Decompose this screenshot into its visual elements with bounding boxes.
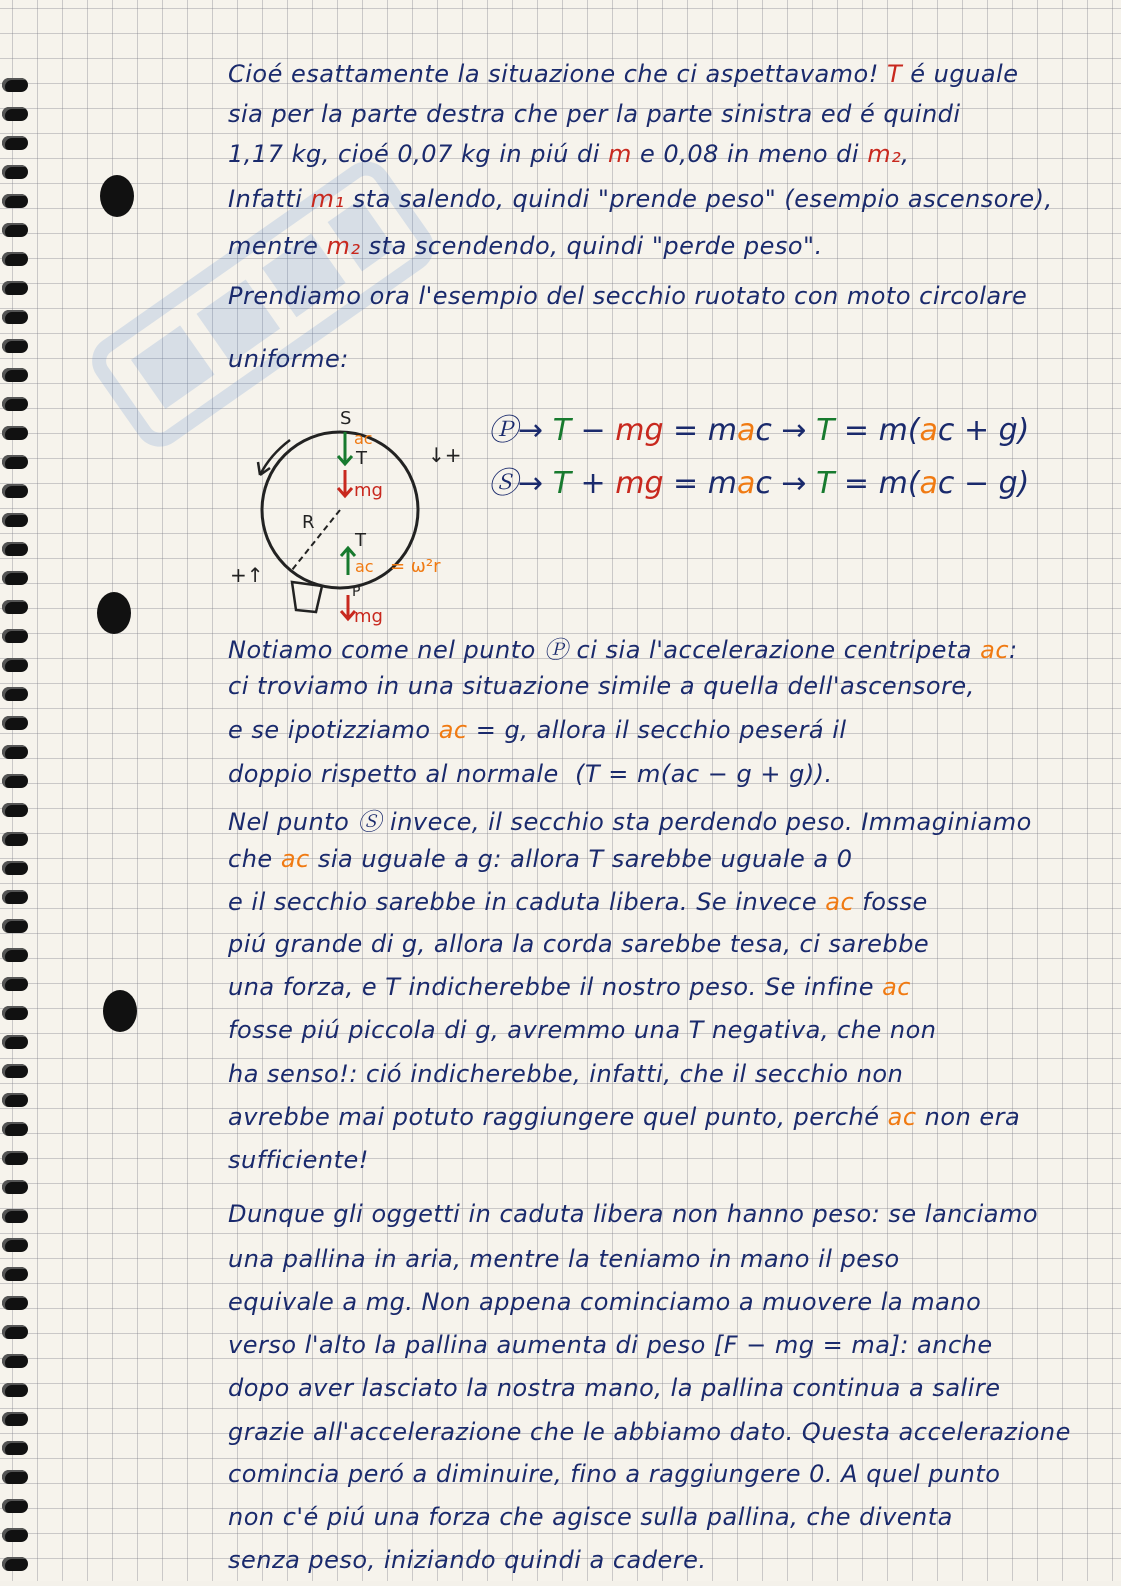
spiral-coil [2, 281, 28, 295]
label-mg-bottom: mg [354, 606, 383, 627]
text-segment: m [608, 140, 632, 168]
intro-line [228, 60, 1098, 100]
text-segment: e 0,08 in meno di [631, 140, 868, 168]
text-segment: é uguale [902, 60, 1019, 88]
text-segment: verso l'alto la pallina aumenta di peso [F − mg = ma]: anche [228, 1331, 993, 1359]
text-segment: e il secchio sarebbe in caduta libera. Se invece [228, 888, 826, 916]
equation [488, 405, 1029, 449]
spiral-coil [2, 919, 28, 933]
text-segment: ac [825, 888, 855, 916]
spiral-coil [2, 252, 28, 266]
conclusion-line [228, 1288, 1098, 1328]
text-segment: comincia peró a diminuire, fino a raggiungere 0. A quel punto [228, 1460, 1001, 1488]
spiral-coil [2, 1209, 28, 1223]
label-t-top: T [356, 448, 367, 469]
text-segment: ac [882, 973, 911, 1001]
spiral-coil [2, 1006, 28, 1020]
analysis-line [228, 672, 1098, 712]
text-segment: m₂ [867, 140, 902, 168]
intro-line [228, 140, 1098, 180]
spiral-coil [2, 977, 28, 991]
spiral-coil [2, 513, 28, 527]
spiral-coil [2, 1296, 28, 1310]
spiral-coil [2, 1412, 28, 1426]
spiral-coil [2, 745, 28, 759]
spiral-coil [2, 1325, 28, 1339]
equation-segment: → [771, 413, 817, 448]
text-segment: sia per la parte destra che per la parte sinistra ed é quindi [228, 100, 961, 128]
text-segment: avrebbe mai potuto raggiungere quel punto, perché [228, 1103, 888, 1131]
equation-segment: + [571, 466, 616, 501]
text-segment: ac [438, 716, 468, 744]
analysis-line [228, 888, 1098, 928]
spiral-coil [2, 78, 28, 92]
text-segment: doppio rispetto al normale (T = m(ac − g + g)). [228, 760, 833, 788]
analysis-line [228, 1016, 1098, 1056]
analysis-line [228, 845, 1098, 885]
text-segment: sta scendendo, quindi "perde peso". [360, 232, 823, 260]
text-segment: ci troviamo in una situazione simile a quella dell'ascensore, [228, 672, 975, 700]
equation-segment: a [919, 466, 938, 501]
text-segment: senza peso, iniziando quindi a cadere. [228, 1546, 707, 1574]
equation-segment: T [552, 413, 572, 448]
analysis-line [228, 630, 1098, 670]
conclusion-line [228, 1418, 1098, 1458]
text-segment: T [886, 60, 903, 88]
spiral-coil [2, 136, 28, 150]
analysis-line [228, 1146, 1098, 1186]
spiral-coil [2, 1064, 28, 1078]
spiral-coil [2, 1499, 28, 1513]
equation-segment: mg [615, 413, 664, 448]
spiral-coil [2, 1557, 28, 1571]
spiral-coil [2, 223, 28, 237]
text-segment: sufficiente! [228, 1146, 369, 1174]
spiral-coil [2, 600, 28, 614]
analysis-line [228, 930, 1098, 970]
spiral-coil [2, 455, 28, 469]
punch-hole-top [100, 175, 134, 217]
text-segment: equivale a mg. Non appena cominciamo a muovere la mano [228, 1288, 982, 1316]
equation-segment: a [736, 413, 756, 448]
equation-segment: mg [615, 466, 664, 501]
intro-line [228, 345, 1098, 385]
text-segment: sta salendo, quindi "prende peso" (esempio ascensore), [344, 185, 1053, 213]
spiral-coil [2, 1151, 28, 1165]
intro-line [228, 232, 1098, 272]
spiral-coil [2, 1528, 28, 1542]
label-plus-down: ↓+ [428, 443, 462, 467]
spiral-coil [2, 1441, 28, 1455]
spiral-coil [2, 484, 28, 498]
text-segment: fosse piú piccola di g, avremmo una T negativa, che non [228, 1016, 937, 1044]
spiral-coil [2, 1354, 28, 1368]
rotation-arrow [260, 440, 290, 475]
conclusion-line [228, 1374, 1098, 1414]
spiral-coil [2, 571, 28, 585]
analysis-line [228, 1060, 1098, 1100]
spiral-coil [2, 803, 28, 817]
text-segment: non era [916, 1103, 1021, 1131]
text-segment: ac [980, 636, 1010, 664]
intro-line [228, 100, 1098, 140]
label-ac-bottom: ac [355, 557, 374, 576]
spiral-coil [2, 107, 28, 121]
label-t-bottom: T [355, 530, 366, 551]
spiral-coil [2, 1093, 28, 1107]
equation-segment: c [755, 413, 772, 448]
spiral-coil [2, 687, 28, 701]
spiral-coil [2, 368, 28, 382]
label-ac-top: ac [354, 429, 373, 448]
spiral-coil [2, 832, 28, 846]
text-segment: non c'é piú una forza che agisce sulla pallina, che diventa [228, 1503, 953, 1531]
bucket-icon [292, 582, 322, 612]
equation-segment: = m( [834, 413, 920, 448]
spiral-coil [2, 1383, 28, 1397]
spiral-coil [2, 397, 28, 411]
punch-hole-lower [103, 990, 137, 1032]
punch-hole-middle [97, 592, 131, 634]
text-segment: Notiamo come nel punto Ⓟ ci sia l'accelerazione centripeta [228, 636, 981, 664]
conclusion-line [228, 1331, 1098, 1371]
equation-segment: T [816, 466, 835, 501]
equation [488, 458, 1029, 502]
analysis-line [228, 973, 1098, 1013]
label-plus-up: +↑ [230, 563, 264, 587]
text-segment: dopo aver lasciato la nostra mano, la pallina continua a salire [228, 1374, 1001, 1402]
conclusion-line [228, 1503, 1098, 1543]
spiral-coil [2, 629, 28, 643]
spiral-coil [2, 1238, 28, 1252]
spiral-coil [2, 310, 28, 324]
intro-line [228, 282, 1098, 322]
text-segment: grazie all'accelerazione che le abbiamo dato. Questa accelerazione [228, 1418, 1071, 1446]
equation-segment: a [736, 466, 756, 501]
label-omega: = ω²r [390, 556, 441, 577]
text-segment: Nel punto Ⓢ invece, il secchio sta perdendo peso. Immaginiamo [228, 808, 1032, 836]
text-segment: m₂ [326, 232, 361, 260]
equation-segment: Ⓟ→ [488, 413, 553, 448]
intro-line [228, 185, 1098, 225]
spiral-coil [2, 426, 28, 440]
equation-segment: = m [663, 466, 737, 501]
text-segment: Cioé esattamente la situazione che ci aspettavamo! [228, 60, 887, 88]
spiral-coil [2, 1180, 28, 1194]
spiral-coil [2, 194, 28, 208]
text-segment: ac [280, 845, 310, 873]
equation-segment: c [755, 466, 772, 501]
text-segment: ac [887, 1103, 917, 1131]
spiral-coil [2, 339, 28, 353]
equation-segment: c − g) [937, 466, 1030, 501]
spiral-coil [2, 542, 28, 556]
equation-segment: → [771, 466, 817, 501]
analysis-line [228, 760, 1098, 800]
equation-segment: = m( [834, 466, 920, 501]
spiral-coil [2, 948, 28, 962]
text-segment: una pallina in aria, mentre la teniamo in mano il peso [228, 1245, 900, 1273]
label-p: P [352, 584, 361, 600]
conclusion-line [228, 1200, 1098, 1240]
spiral-coil [2, 890, 28, 904]
text-segment: : [1009, 636, 1018, 664]
spiral-coil [2, 861, 28, 875]
spiral-coil [2, 1122, 28, 1136]
spiral-coil [2, 1035, 28, 1049]
spiral-coil [2, 1267, 28, 1281]
conclusion-line [228, 1460, 1098, 1500]
label-mg-top: mg [354, 480, 383, 501]
equation-segment: Ⓢ→ [488, 466, 553, 501]
conclusion-line [228, 1546, 1098, 1586]
text-segment: m₁ [310, 185, 345, 213]
spiral-coil [2, 716, 28, 730]
label-s: S [340, 408, 352, 429]
equation-segment: T [552, 466, 572, 501]
spiral-binding [0, 0, 40, 1581]
equation-segment: − [571, 413, 616, 448]
spiral-coil [2, 1470, 28, 1484]
text-segment: Infatti [228, 185, 311, 213]
text-segment: e se ipotizziamo [228, 716, 439, 744]
text-segment: = g, allora il secchio peserá il [467, 716, 847, 744]
text-segment: una forza, e T indicherebbe il nostro peso. Se infine [228, 973, 883, 1001]
equation-segment: c + g) [937, 413, 1030, 448]
equation-segment: T [816, 413, 835, 448]
text-segment: Dunque gli oggetti in caduta libera non hanno peso: se lanciamo [228, 1200, 1039, 1228]
radius-line [292, 510, 340, 570]
text-segment: ha senso!: ció indicherebbe, infatti, che il secchio non [228, 1060, 904, 1088]
spiral-coil [2, 774, 28, 788]
spiral-coil [2, 658, 28, 672]
text-segment: 1,17 kg, cioé 0,07 kg in piú di [228, 140, 609, 168]
text-segment: piú grande di g, allora la corda sarebbe tesa, ci sarebbe [228, 930, 930, 958]
analysis-line [228, 1103, 1098, 1143]
text-segment: , [901, 140, 910, 168]
spiral-coil [2, 165, 28, 179]
text-segment: fosse [854, 888, 928, 916]
equation-segment: = m [663, 413, 737, 448]
text-segment: che [228, 845, 281, 873]
text-segment: mentre [228, 232, 327, 260]
bucket-circular-motion-diagram [230, 400, 490, 640]
conclusion-line [228, 1245, 1098, 1285]
text-segment: Prendiamo ora l'esempio del secchio ruotato con moto circolare [228, 282, 1028, 310]
analysis-line [228, 802, 1098, 842]
text-segment: sia uguale a g: allora T sarebbe uguale a 0 [309, 845, 853, 873]
equation-segment: a [919, 413, 938, 448]
analysis-line [228, 716, 1098, 756]
text-segment: uniforme: [228, 345, 349, 373]
label-r: R [302, 512, 315, 533]
